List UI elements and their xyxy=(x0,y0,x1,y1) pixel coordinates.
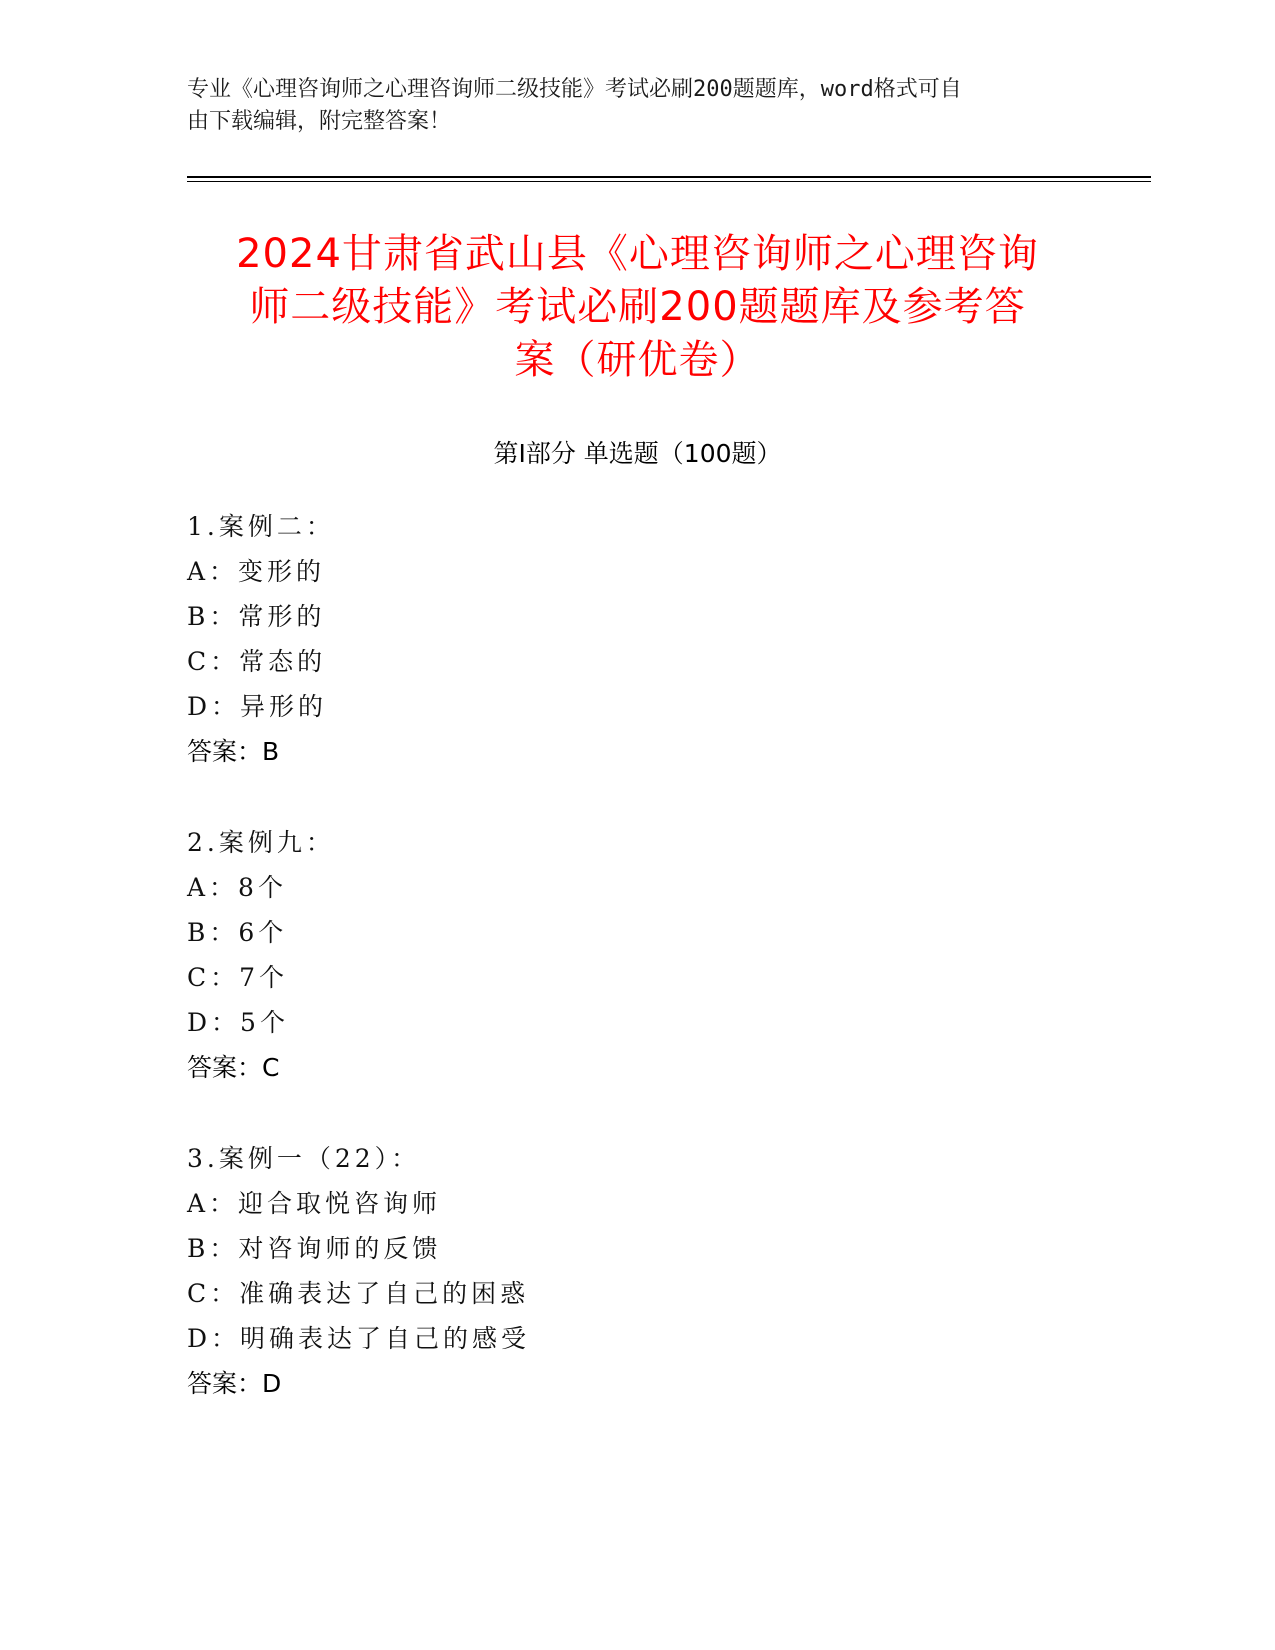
option-d: D：异形的 xyxy=(187,692,328,721)
option-d: D：5个 xyxy=(187,1008,289,1037)
option-b: B：6个 xyxy=(187,918,288,947)
intro-line-2: 由下载编辑，附完整答案！ xyxy=(187,109,452,134)
title-line-1: 2024甘肃省武山县《心理咨询师之心理咨询 xyxy=(236,231,1039,277)
header-rule-thin xyxy=(187,181,1151,182)
question-stem: 3.案例一（22）： xyxy=(187,1144,421,1173)
document-intro xyxy=(187,74,1087,138)
option-c: C：准确表达了自己的困惑 xyxy=(187,1279,530,1308)
option-b: B：对咨询师的反馈 xyxy=(187,1234,442,1263)
option-b: B：常形的 xyxy=(187,602,326,631)
section-heading: 第Ⅰ部分 单选题（100题） xyxy=(493,439,782,468)
question-stem: 2.案例九： xyxy=(187,828,335,857)
answer-line: 答案：D xyxy=(187,1369,282,1398)
option-d: D：明确表达了自己的感受 xyxy=(187,1324,531,1353)
option-c: C：7个 xyxy=(187,963,289,992)
answer-line: 答案：C xyxy=(187,1053,280,1082)
question-stem: 1.案例二： xyxy=(187,512,335,541)
option-a: A：迎合取悦咨询师 xyxy=(187,1189,442,1218)
answer-line: 答案：B xyxy=(187,737,280,766)
intro-line-1: 专业《心理咨询师之心理咨询师二级技能》考试必刷200题题库，word格式可自 xyxy=(187,77,962,102)
question-3 xyxy=(187,1136,1087,1406)
title-line-3: 案（研优卷） xyxy=(514,337,761,383)
header-rule-thick xyxy=(187,176,1151,178)
option-c: C：常态的 xyxy=(187,647,327,676)
document-title xyxy=(170,228,1105,387)
question-1 xyxy=(187,504,1087,774)
title-line-2: 师二级技能》考试必刷200题题库及参考答 xyxy=(249,284,1026,330)
option-a: A：变形的 xyxy=(187,557,326,586)
question-2 xyxy=(187,820,1087,1090)
option-a: A：8个 xyxy=(187,873,287,902)
